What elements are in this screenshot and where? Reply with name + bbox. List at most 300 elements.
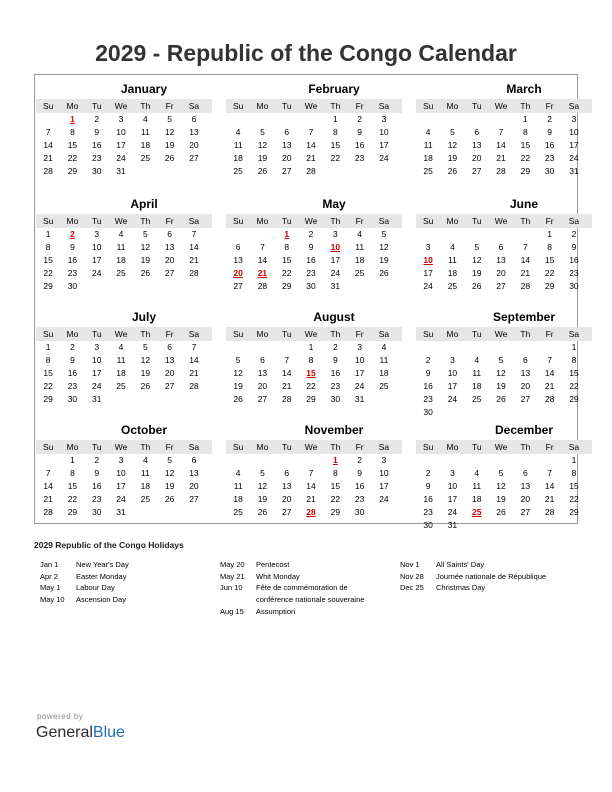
day-cell: 29 — [43, 394, 53, 404]
weekday-header: We — [494, 329, 508, 339]
week-row — [36, 367, 212, 380]
weekday-header: Tu — [471, 216, 482, 226]
weekday-header-row — [416, 214, 592, 228]
empty-day-cell — [250, 113, 274, 126]
day-cell: 21 — [306, 494, 316, 504]
weekday-header-row — [226, 214, 402, 228]
week-row — [416, 139, 592, 152]
day-cell: 14 — [544, 368, 555, 378]
empty-day-cell — [489, 406, 513, 419]
day-cell: 2 — [94, 455, 100, 465]
day-cell: 18 — [447, 268, 458, 278]
day-cell: 15 — [544, 255, 555, 265]
day-cell: 22 — [67, 153, 78, 163]
day-cell: 15 — [520, 140, 531, 150]
weekday-header: We — [114, 329, 128, 339]
day-cell: 4 — [474, 468, 480, 478]
day-cell: 11 — [472, 481, 482, 491]
holiday-day-cell: 15 — [306, 368, 316, 378]
week-row — [226, 454, 402, 467]
empty-day-cell — [323, 165, 347, 178]
day-cell: 15 — [569, 481, 579, 491]
day-cell: 19 — [257, 494, 268, 504]
day-cell: 31 — [116, 507, 126, 517]
day-cell: 6 — [191, 455, 197, 465]
day-cell: 2 — [332, 342, 338, 352]
day-cell: 25 — [233, 507, 243, 517]
week-row — [36, 354, 212, 367]
empty-day-cell — [275, 454, 299, 467]
holiday-date: Jun 10 — [220, 583, 243, 593]
day-cell: 22 — [43, 381, 53, 391]
week-row — [36, 467, 212, 480]
weekday-header-row — [416, 327, 592, 341]
day-cell: 23 — [354, 153, 365, 163]
holiday-column — [214, 559, 396, 617]
empty-day-cell — [489, 113, 513, 126]
day-cell: 25 — [116, 381, 126, 391]
day-cell: 28 — [257, 281, 268, 291]
week-row — [226, 467, 402, 480]
weekday-header: Fr — [355, 442, 364, 452]
day-cell: 27 — [282, 166, 292, 176]
empty-day-cell — [372, 393, 396, 406]
month-july — [36, 309, 212, 406]
day-cell: 12 — [164, 468, 175, 478]
day-cell: 31 — [447, 520, 458, 530]
brand-general-text: General — [36, 724, 93, 741]
day-cell: 20 — [189, 481, 199, 491]
weekday-header-row — [416, 440, 592, 454]
holiday-day-cell: 1 — [70, 114, 75, 124]
day-cell: 30 — [306, 281, 316, 291]
day-cell: 18 — [233, 153, 243, 163]
empty-day-cell — [182, 506, 206, 519]
month-april — [36, 196, 212, 293]
day-cell: 18 — [423, 153, 433, 163]
holiday-row — [34, 594, 216, 606]
empty-day-cell — [440, 113, 464, 126]
day-cell: 29 — [306, 394, 316, 404]
day-cell: 22 — [544, 268, 555, 278]
empty-day-cell — [36, 113, 60, 126]
day-cell: 19 — [472, 268, 482, 278]
day-cell: 6 — [235, 242, 241, 252]
holiday-name: conférence nationale souveraine — [256, 595, 365, 605]
day-cell: 27 — [282, 507, 292, 517]
day-cell: 13 — [472, 140, 482, 150]
day-cell: 15 — [569, 368, 579, 378]
empty-day-cell — [109, 280, 133, 293]
day-cell: 30 — [67, 281, 78, 291]
week-row — [36, 139, 212, 152]
weekday-header: We — [304, 216, 318, 226]
day-cell: 4 — [235, 127, 241, 137]
week-row — [226, 139, 402, 152]
holiday-date: Nov 1 — [400, 560, 420, 569]
day-cell: 18 — [354, 255, 365, 265]
holiday-date: Nov 28 — [400, 571, 424, 581]
day-cell: 11 — [116, 355, 126, 365]
day-cell: 13 — [496, 255, 506, 265]
empty-day-cell — [537, 454, 561, 467]
day-cell: 26 — [447, 166, 458, 176]
holiday-row — [214, 571, 396, 583]
weekday-header-row — [226, 99, 402, 113]
empty-day-cell — [489, 341, 513, 354]
weekday-header: Fr — [545, 216, 554, 226]
day-cell: 23 — [67, 381, 78, 391]
holiday-row — [394, 582, 576, 594]
weekday-header: Th — [520, 101, 531, 111]
month-name: September — [492, 310, 556, 324]
empty-day-cell — [489, 228, 513, 241]
day-cell: 21 — [544, 381, 555, 391]
weekday-header: We — [114, 101, 128, 111]
day-cell: 28 — [306, 166, 316, 176]
day-cell: 24 — [354, 381, 365, 391]
day-cell: 5 — [142, 342, 148, 352]
weekday-header: We — [114, 442, 128, 452]
day-cell: 16 — [544, 140, 555, 150]
day-cell: 3 — [94, 342, 100, 352]
week-row — [226, 228, 402, 241]
empty-day-cell — [537, 519, 561, 532]
weekday-header: Th — [330, 442, 341, 452]
holiday-date: May 10 — [40, 595, 65, 605]
weekday-header: Su — [42, 329, 54, 339]
day-cell: 3 — [381, 455, 387, 465]
day-cell: 22 — [306, 381, 316, 391]
empty-day-cell — [513, 454, 537, 467]
day-cell: 27 — [189, 153, 199, 163]
weekday-header: Mo — [446, 442, 459, 452]
day-cell: 23 — [306, 268, 316, 278]
weekday-header: Sa — [378, 329, 390, 339]
empty-day-cell — [440, 406, 464, 419]
day-cell: 29 — [282, 281, 292, 291]
week-row — [416, 493, 592, 506]
day-cell: 25 — [233, 166, 243, 176]
day-cell: 8 — [571, 355, 577, 365]
weekday-header: Mo — [256, 101, 269, 111]
day-cell: 7 — [547, 468, 552, 478]
day-cell: 9 — [70, 242, 75, 252]
day-cell: 23 — [354, 494, 365, 504]
day-cell: 18 — [116, 255, 126, 265]
day-cell: 29 — [569, 507, 579, 517]
weekday-header: We — [304, 101, 318, 111]
day-cell: 9 — [308, 242, 314, 252]
week-row — [416, 152, 592, 165]
day-cell: 7 — [191, 342, 197, 352]
day-cell: 19 — [164, 140, 175, 150]
day-cell: 26 — [164, 494, 175, 504]
day-cell: 1 — [70, 455, 75, 465]
day-cell: 2 — [571, 229, 577, 239]
empty-day-cell — [489, 454, 513, 467]
empty-day-cell — [275, 113, 299, 126]
day-cell: 6 — [284, 127, 290, 137]
day-cell: 11 — [233, 481, 243, 491]
holiday-date: Apr 2 — [40, 571, 58, 581]
weekday-header: Su — [42, 216, 54, 226]
weekday-header: Fr — [355, 329, 364, 339]
day-cell: 8 — [332, 127, 338, 137]
empty-day-cell — [489, 519, 513, 532]
day-cell: 1 — [547, 229, 552, 239]
day-cell: 23 — [92, 153, 102, 163]
day-cell: 31 — [569, 166, 579, 176]
empty-day-cell — [416, 113, 440, 126]
day-cell: 16 — [67, 255, 78, 265]
day-cell: 5 — [167, 455, 172, 465]
weekday-header: Sa — [188, 216, 200, 226]
day-cell: 1 — [332, 114, 338, 124]
day-cell: 7 — [284, 355, 290, 365]
weekday-header: Fr — [165, 442, 174, 452]
day-cell: 6 — [474, 127, 480, 137]
day-cell: 15 — [43, 368, 53, 378]
day-cell: 16 — [354, 140, 365, 150]
empty-day-cell — [133, 506, 157, 519]
day-cell: 24 — [379, 494, 389, 504]
holiday-row — [34, 559, 216, 571]
day-cell: 4 — [142, 455, 148, 465]
day-cell: 25 — [447, 281, 458, 291]
week-row — [226, 480, 402, 493]
day-cell: 28 — [43, 507, 53, 517]
week-row — [416, 454, 592, 467]
day-cell: 26 — [164, 153, 175, 163]
day-cell: 12 — [496, 481, 506, 491]
day-cell: 10 — [354, 355, 365, 365]
day-cell: 20 — [189, 140, 199, 150]
empty-day-cell — [226, 454, 250, 467]
day-cell: 14 — [306, 481, 316, 491]
day-cell: 17 — [569, 140, 579, 150]
weekday-header: Fr — [545, 442, 554, 452]
day-cell: 10 — [447, 368, 458, 378]
day-cell: 14 — [43, 140, 53, 150]
day-cell: 22 — [569, 494, 579, 504]
weekday-header: Sa — [378, 101, 390, 111]
weekday-header: Sa — [568, 216, 580, 226]
month-october — [36, 422, 212, 519]
holidays-title: 2029 Republic of the Congo Holidays — [34, 540, 184, 550]
day-cell: 8 — [284, 242, 290, 252]
day-cell: 3 — [332, 229, 338, 239]
weekday-header: Tu — [91, 442, 102, 452]
empty-day-cell — [440, 454, 464, 467]
holiday-name: Christmas Day — [436, 583, 486, 593]
holiday-row — [214, 606, 396, 618]
day-cell: 11 — [423, 140, 433, 150]
day-cell: 20 — [282, 153, 292, 163]
day-cell: 25 — [379, 381, 389, 391]
week-row — [416, 406, 592, 419]
week-row — [416, 254, 592, 267]
day-cell: 28 — [520, 281, 531, 291]
weekday-header: Sa — [568, 329, 580, 339]
day-cell: 4 — [474, 355, 480, 365]
day-cell: 5 — [450, 127, 455, 137]
empty-day-cell — [85, 280, 109, 293]
day-cell: 19 — [379, 255, 389, 265]
weekday-header: Tu — [91, 216, 102, 226]
week-row — [226, 152, 402, 165]
week-row — [416, 393, 592, 406]
holiday-day-cell: 25 — [472, 507, 482, 517]
day-cell: 28 — [496, 166, 506, 176]
empty-day-cell — [182, 165, 206, 178]
day-cell: 9 — [357, 127, 362, 137]
day-cell: 11 — [140, 468, 150, 478]
weekday-header: Su — [232, 216, 244, 226]
week-row — [36, 280, 212, 293]
week-row — [36, 380, 212, 393]
day-cell: 7 — [45, 127, 51, 137]
week-row — [226, 380, 402, 393]
month-february — [226, 81, 402, 178]
day-cell: 20 — [164, 368, 175, 378]
weekday-header: Th — [330, 329, 341, 339]
day-cell: 21 — [544, 494, 555, 504]
day-cell: 30 — [92, 507, 102, 517]
day-cell: 2 — [357, 114, 362, 124]
empty-day-cell — [465, 454, 489, 467]
weekday-header: Fr — [355, 101, 364, 111]
day-cell: 2 — [547, 114, 552, 124]
month-november — [226, 422, 402, 519]
day-cell: 12 — [472, 255, 482, 265]
day-cell: 11 — [116, 242, 126, 252]
holiday-date: May 21 — [220, 571, 245, 581]
day-cell: 4 — [425, 127, 431, 137]
day-cell: 29 — [67, 166, 78, 176]
day-cell: 30 — [569, 281, 579, 291]
day-cell: 19 — [257, 153, 268, 163]
empty-day-cell — [372, 280, 396, 293]
holiday-name: Fête de commémoration de — [256, 583, 348, 593]
day-cell: 24 — [116, 153, 126, 163]
week-row — [416, 467, 592, 480]
day-cell: 12 — [496, 368, 506, 378]
day-cell: 27 — [164, 381, 175, 391]
empty-day-cell — [465, 341, 489, 354]
day-cell: 30 — [92, 166, 102, 176]
weekday-header: Mo — [256, 329, 269, 339]
empty-day-cell — [372, 506, 396, 519]
day-cell: 6 — [498, 242, 504, 252]
day-cell: 9 — [332, 355, 338, 365]
week-row — [226, 354, 402, 367]
day-cell: 20 — [520, 381, 531, 391]
holiday-day-cell: 10 — [423, 255, 433, 265]
day-cell: 16 — [354, 481, 365, 491]
month-name: November — [304, 423, 364, 437]
week-row — [416, 126, 592, 139]
day-cell: 10 — [569, 127, 579, 137]
week-row — [36, 341, 212, 354]
day-cell: 17 — [447, 494, 458, 504]
weekday-header: Su — [232, 101, 244, 111]
day-cell: 1 — [45, 229, 51, 239]
holiday-name: New Year's Day — [76, 560, 129, 569]
empty-day-cell — [133, 393, 157, 406]
day-cell: 18 — [472, 381, 482, 391]
weekday-header: We — [494, 216, 508, 226]
weekday-header: Fr — [545, 101, 554, 111]
month-march — [416, 81, 592, 178]
day-cell: 4 — [450, 242, 455, 252]
weekday-header: Sa — [378, 216, 390, 226]
day-cell: 12 — [257, 140, 268, 150]
day-cell: 4 — [381, 342, 387, 352]
week-row — [226, 165, 402, 178]
day-cell: 15 — [330, 481, 341, 491]
week-row — [226, 241, 402, 254]
month-name: April — [130, 197, 158, 211]
day-cell: 26 — [379, 268, 389, 278]
day-cell: 29 — [330, 507, 341, 517]
empty-day-cell — [562, 406, 586, 419]
day-cell: 1 — [522, 114, 528, 124]
day-cell: 26 — [140, 268, 151, 278]
powered-by-label: powered by — [37, 712, 84, 721]
day-cell: 3 — [571, 114, 577, 124]
weekday-header: Tu — [281, 329, 292, 339]
empty-day-cell — [182, 393, 206, 406]
day-cell: 25 — [140, 153, 151, 163]
day-cell: 14 — [189, 355, 199, 365]
day-cell: 28 — [43, 166, 53, 176]
week-row — [36, 493, 212, 506]
day-cell: 5 — [498, 355, 504, 365]
week-row — [226, 254, 402, 267]
day-cell: 21 — [189, 255, 199, 265]
day-cell: 16 — [92, 140, 102, 150]
week-row — [226, 126, 402, 139]
weekday-header: Tu — [91, 101, 102, 111]
day-cell: 30 — [67, 394, 78, 404]
generalblue-logo[interactable] — [36, 724, 125, 742]
day-cell: 21 — [306, 153, 316, 163]
day-cell: 13 — [282, 481, 292, 491]
week-row — [226, 493, 402, 506]
day-cell: 2 — [357, 455, 362, 465]
day-cell: 18 — [140, 140, 151, 150]
day-cell: 12 — [447, 140, 458, 150]
day-cell: 29 — [520, 166, 531, 176]
day-cell: 13 — [164, 355, 175, 365]
day-cell: 20 — [520, 494, 531, 504]
day-cell: 13 — [520, 368, 531, 378]
day-cell: 29 — [43, 281, 53, 291]
day-cell: 6 — [260, 355, 265, 365]
holiday-name: Easter Monday — [76, 571, 127, 581]
day-cell: 2 — [425, 355, 431, 365]
day-cell: 4 — [235, 468, 241, 478]
day-cell: 26 — [233, 394, 243, 404]
day-cell: 13 — [257, 368, 268, 378]
holiday-row — [394, 559, 576, 571]
week-row — [416, 519, 592, 532]
week-row — [226, 393, 402, 406]
day-cell: 11 — [355, 242, 365, 252]
day-cell: 7 — [547, 355, 552, 365]
empty-day-cell — [109, 393, 133, 406]
